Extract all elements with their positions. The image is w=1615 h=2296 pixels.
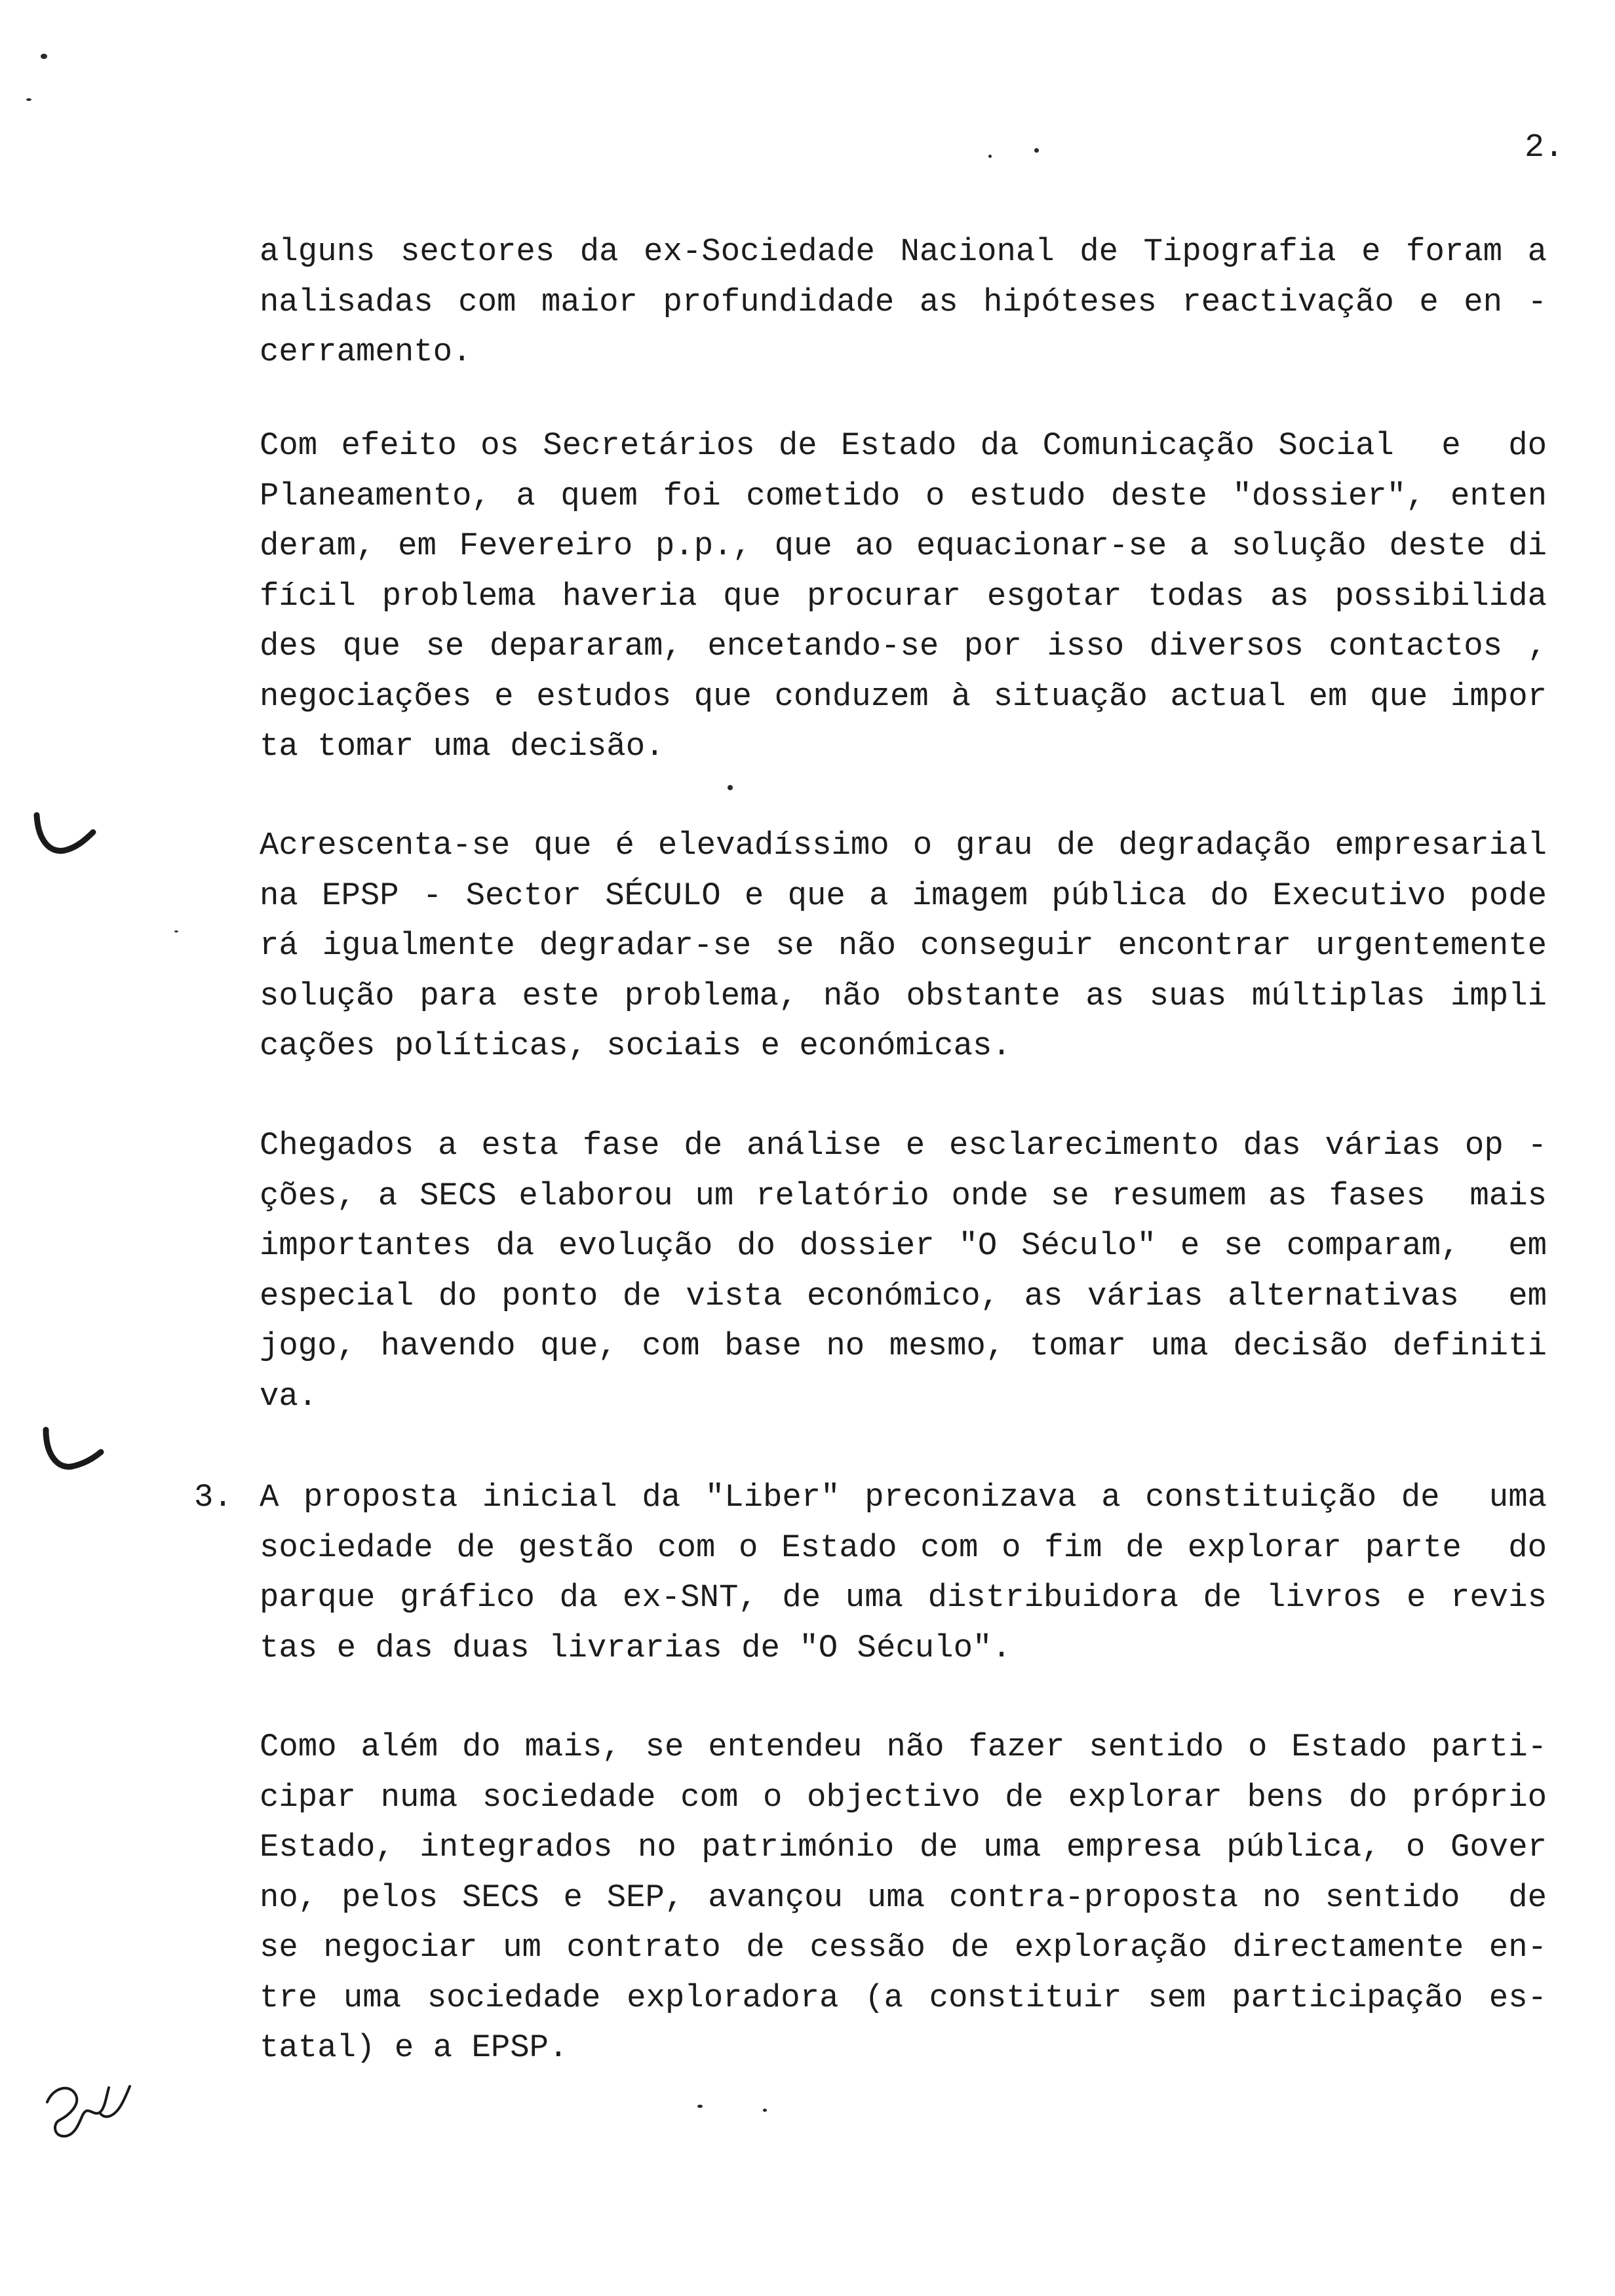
text-line: va. xyxy=(260,1377,318,1415)
scan-speck xyxy=(988,155,992,158)
paragraph-2 xyxy=(260,421,1547,772)
text-line: na EPSP - Sector SÉCULO e que a imagem pública do Executivo pode xyxy=(260,877,1547,914)
handwritten-initials xyxy=(39,2064,138,2149)
scan-speck xyxy=(174,930,178,932)
text-line: ções, a SECS elaborou um relatório onde se resumem as fases mais xyxy=(260,1177,1547,1214)
text-line: negociações e estudos que conduzem à situação actual em que impor xyxy=(260,678,1547,715)
text-line: Com efeito os Secretários de Estado da Comunicação Social e do xyxy=(260,427,1547,464)
text-line: se negociar um contrato de cessão de exploração directamente en- xyxy=(260,1929,1547,1966)
paragraph-3 xyxy=(260,820,1547,1071)
text-line: cações políticas, sociais e económicas. xyxy=(260,1027,1011,1064)
text-line: cerramento. xyxy=(260,334,472,370)
text-line: tre uma sociedade exploradora (a constituir sem participação es- xyxy=(260,1979,1547,2016)
text-line: ta tomar uma decisão. xyxy=(260,728,665,765)
scan-speck xyxy=(26,98,31,101)
text-line: sociedade de gestão com o Estado com o fim de explorar parte do xyxy=(260,1529,1547,1566)
margin-check-mark-1 xyxy=(29,806,101,865)
text-line: Como além do mais, se entendeu não fazer sentido o Estado parti- xyxy=(260,1729,1547,1765)
page-number: 2. xyxy=(1524,129,1564,166)
text-line: Acrescenta-se que é elevadíssimo o grau de degradação empresarial xyxy=(260,827,1547,864)
text-line: parque gráfico da ex-SNT, de uma distribuidora de livros e revis xyxy=(260,1579,1547,1616)
text-line: alguns sectores da ex-Sociedade Nacional de Tipografia e foram a xyxy=(260,233,1547,270)
scan-speck xyxy=(697,2105,703,2108)
text-line: especial do ponto de vista económico, as várias alternativas em xyxy=(260,1277,1547,1314)
text-line: fícil problema haveria que procurar esgotar todas as possibilida xyxy=(260,577,1547,615)
text-line: nalisadas com maior profundidade as hipóteses reactivação e en - xyxy=(260,283,1547,320)
text-line: jogo, havendo que, com base no mesmo, tomar uma decisão definiti xyxy=(260,1328,1547,1364)
text-line: cipar numa sociedade com o objectivo de explorar bens do próprio xyxy=(260,1778,1547,1816)
paragraph-5 xyxy=(260,1472,1547,1673)
text-line: no, pelos SECS e SEP, avançou uma contra-proposta no sentido de xyxy=(260,1879,1547,1916)
paragraph-6 xyxy=(260,1722,1547,2073)
scan-speck xyxy=(763,2109,767,2112)
paragraph-1 xyxy=(260,227,1547,377)
text-line: importantes da evolução do dossier "O Século" e se comparam, em xyxy=(260,1227,1547,1264)
text-line: des que se depararam, encetando-se por isso diversos contactos , xyxy=(260,628,1547,664)
text-line: solução para este problema, não obstante as suas múltiplas impli xyxy=(260,977,1547,1014)
list-item-number: 3. xyxy=(194,1479,233,1516)
text-line: rá igualmente degradar-se se não conseguir encontrar urgentemente xyxy=(260,927,1547,964)
text-line: Estado, integrados no património de uma empresa pública, o Gover xyxy=(260,1829,1547,1866)
text-line: tatal) e a EPSP. xyxy=(260,2029,568,2066)
scan-speck xyxy=(1034,148,1039,153)
text-line: deram, em Fevereiro p.p., que ao equacionar-se a solução deste di xyxy=(260,527,1547,564)
scan-speck xyxy=(41,54,47,59)
scan-speck xyxy=(728,785,733,790)
margin-check-mark-2 xyxy=(37,1423,109,1482)
text-line: tas e das duas livrarias de "O Século". xyxy=(260,1629,1011,1666)
text-line: Chegados a esta fase de análise e esclarecimento das várias op - xyxy=(260,1127,1547,1164)
text-line: Planeamento, a quem foi cometido o estudo deste "dossier", enten xyxy=(260,477,1547,514)
paragraph-4 xyxy=(260,1120,1547,1421)
text-line: A proposta inicial da "Liber" preconizava a constituição de uma xyxy=(260,1479,1547,1516)
